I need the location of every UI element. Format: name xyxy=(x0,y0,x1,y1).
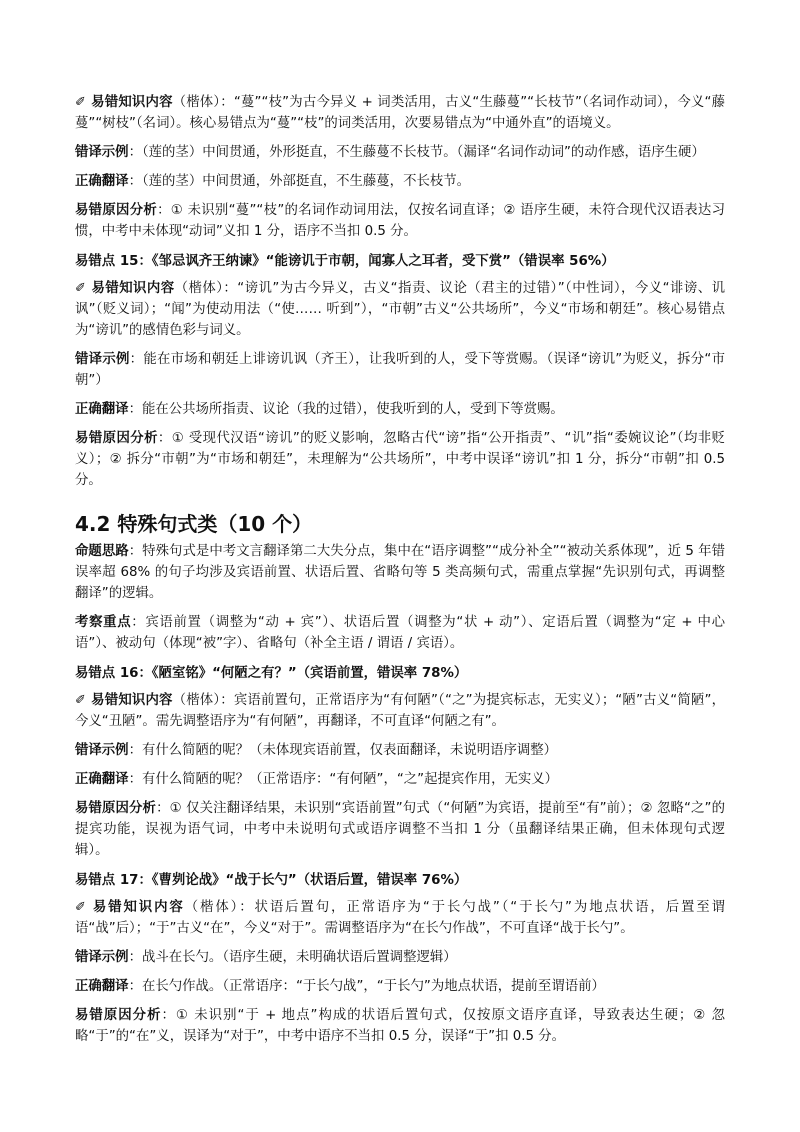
error-point-heading-17: 易错点 17：《曹刿论战》“战于长勺”（状语后置，错误率 76%） xyxy=(75,873,468,888)
text: （楷体）：“谤讥”为古今异义，古义“指责、议论（君主的过错）”（中性词），今义“诽谤、讥讽”（贬义词）；“闻”为使动用法（“使…… 听到”），“市朝”古义“公共场所”，今义“市场和朝廷”。核心易错点为“谤讥”的感情色彩与词义。 xyxy=(75,281,725,338)
label: 正确翻译 xyxy=(75,402,129,417)
text: ：在长勺作战。（正常语序：“于长勺战”，“于长勺”为地点状语，提前至谓语前） xyxy=(128,979,605,994)
label: 命题思路 xyxy=(75,544,129,559)
label: 错译示例 xyxy=(75,352,130,367)
text: ：战斗在长勺。（语序生硬，未明确状语后置调整逻辑） xyxy=(128,950,457,965)
text: （楷体）：状语后置句，正常语序为“于长勺战”（“于长勺”为地点状语，后置至谓语“战”后）；“于”古义“在”，今义“对于”。需调整语序为“在长勺作战”，不可直译“战于长勺”。 xyxy=(75,900,725,936)
label: 易错知识内容 xyxy=(91,95,173,110)
label: 易错知识内容 xyxy=(91,281,175,296)
text: ：（莲的茎）中间贯通，外形挺直，不生藤蔓不长枝节。（漏译“名词作动词”的动作感，语序生硬） xyxy=(128,145,705,160)
label: 易错知识内容 xyxy=(91,900,185,915)
label: 正确翻译 xyxy=(75,174,129,189)
error-analysis-paragraph xyxy=(75,428,725,491)
text: ：（莲的茎）中间贯通，外部挺直，不生藤蔓，不长枝节。 xyxy=(128,174,471,189)
text: ：① 未识别“于 + 地点”构成的状语后置句式，仅按原文语序直译，导致表达生硬；② 忽略“于”的“在”义，误译为“对于”，中考中语序不当扣 0.5 分，误译“于”扣 0.5 分。 xyxy=(75,1008,726,1044)
label: 易错知识内容 xyxy=(91,693,173,708)
text: ：宾语前置（调整为“动 + 宾”）、状语后置（调整为“状 + 动”）、定语后置（调整为“定 + 中心语”）、被动句（体现“被”字）、省略句（补全主语 / 谓语 / 宾语）。 xyxy=(75,615,726,651)
text: （楷体）：“蔓”“枝”为古今异义 + 词类活用，古义“生藤蔓”“长枝节”（名词作动词），今义“藤蔓”“树枝”（名词）。核心易错点为“蔓”“枝”的词类活用，次要易错点为“中通外直”的语境义。 xyxy=(75,95,725,131)
wrong-translation-paragraph xyxy=(75,740,725,761)
label: 错译示例 xyxy=(75,145,129,160)
question-idea-paragraph xyxy=(75,541,725,604)
label: 正确翻译 xyxy=(75,772,129,787)
text: ：① 未识别“蔓”“枝”的名词作动词用法，仅按名词直译；② 语序生硬，未符合现代汉语表达习惯，中考中未体现“动词”义扣 1 分，语序不当扣 0.5 分。 xyxy=(75,203,726,239)
section-title: 4.2 特殊句式类（10 个） xyxy=(75,512,313,536)
label: 易错原因分析 xyxy=(75,203,158,218)
text: （楷体）：宾语前置句，正常语序为“有何陋”（“之”为提宾标志，无实义）；“陋”古义“简陋”，今义“丑陋”。需先调整语序为“有何陋”，再翻译，不可直译“何陋之有”。 xyxy=(75,693,725,729)
text: ：① 受现代汉语“谤讥”的贬义影响，忽略古代“谤”指“公开指责”、“讥”指“委婉议论”（均非贬义）；② 拆分“市朝”为“市场和朝廷”，未理解为“公共场所”，中考中误译“谤讥”扣 1 分，拆分“市朝”扣 0.5 分。 xyxy=(75,431,725,488)
correct-translation-paragraph xyxy=(75,976,725,997)
text: ：能在市场和朝廷上诽谤讥讽（齐王），让我听到的人，受下等赏赐。（误译“谤讥”为贬义，拆分“市朝”） xyxy=(75,352,726,388)
error-point-heading-16: 易错点 16：《陋室铭》“何陋之有？”（宾语前置，错误率 78%） xyxy=(75,666,468,681)
error-analysis-paragraph xyxy=(75,1005,725,1047)
label: 错译示例 xyxy=(75,743,129,758)
label: 错译示例 xyxy=(75,950,129,965)
pencil-icon: ✐ xyxy=(75,900,86,915)
label: 易错原因分析 xyxy=(75,801,157,816)
document-page xyxy=(75,92,725,1047)
correct-translation-paragraph xyxy=(75,399,725,420)
text: ：有什么简陋的呢？（正常语序：“有何陋”，“之”起提宾作用，无实义） xyxy=(128,772,559,787)
error-analysis-paragraph xyxy=(75,798,725,861)
wrong-translation-paragraph xyxy=(75,349,725,391)
knowledge-paragraph xyxy=(75,690,725,732)
wrong-translation-paragraph xyxy=(75,142,725,163)
text: ：能在公共场所指责、议论（我的过错），使我听到的人，受到下等赏赐。 xyxy=(128,402,564,417)
label: 易错原因分析 xyxy=(75,1008,162,1023)
pencil-icon: ✐ xyxy=(75,95,86,110)
wrong-translation-paragraph xyxy=(75,947,725,968)
correct-translation-paragraph xyxy=(75,769,725,790)
exam-focus-paragraph xyxy=(75,612,725,654)
text: ：特殊句式是中考文言翻译第二大失分点，集中在“语序调整”“成分补全”“被动关系体现”，近 5 年错误率超 68% 的句子均涉及宾语前置、状语后置、省略句等 5 类高频句式，需重点掌握“先识别句式，再调整翻译”的逻辑。 xyxy=(75,544,726,601)
label: 易错原因分析 xyxy=(75,431,158,446)
text: ：有什么简陋的呢？（未体现宾语前置，仅表面翻译，未说明语序调整） xyxy=(128,743,558,758)
label: 考察重点 xyxy=(75,615,132,630)
knowledge-paragraph xyxy=(75,897,725,939)
error-point-heading-15: 易错点 15：《邹忌讽齐王纳谏》“能谤讥于市朝，闻寡人之耳者，受下赏”（错误率 56%） xyxy=(75,254,615,269)
correct-translation-paragraph xyxy=(75,171,725,192)
knowledge-paragraph xyxy=(75,92,725,134)
knowledge-paragraph xyxy=(75,278,725,341)
label: 正确翻译 xyxy=(75,979,129,994)
pencil-icon: ✐ xyxy=(75,693,86,708)
error-analysis-paragraph xyxy=(75,200,725,242)
pencil-icon: ✐ xyxy=(75,281,86,296)
text: ：① 仅关注翻译结果，未识别“宾语前置”句式（“何陋”为宾语，提前至“有”前）；② 忽略“之”的提宾功能，误视为语气词，中考中未说明句式或语序调整不当扣 1 分（虽翻译结果正确，但未体现句式逻辑）。 xyxy=(75,801,725,858)
